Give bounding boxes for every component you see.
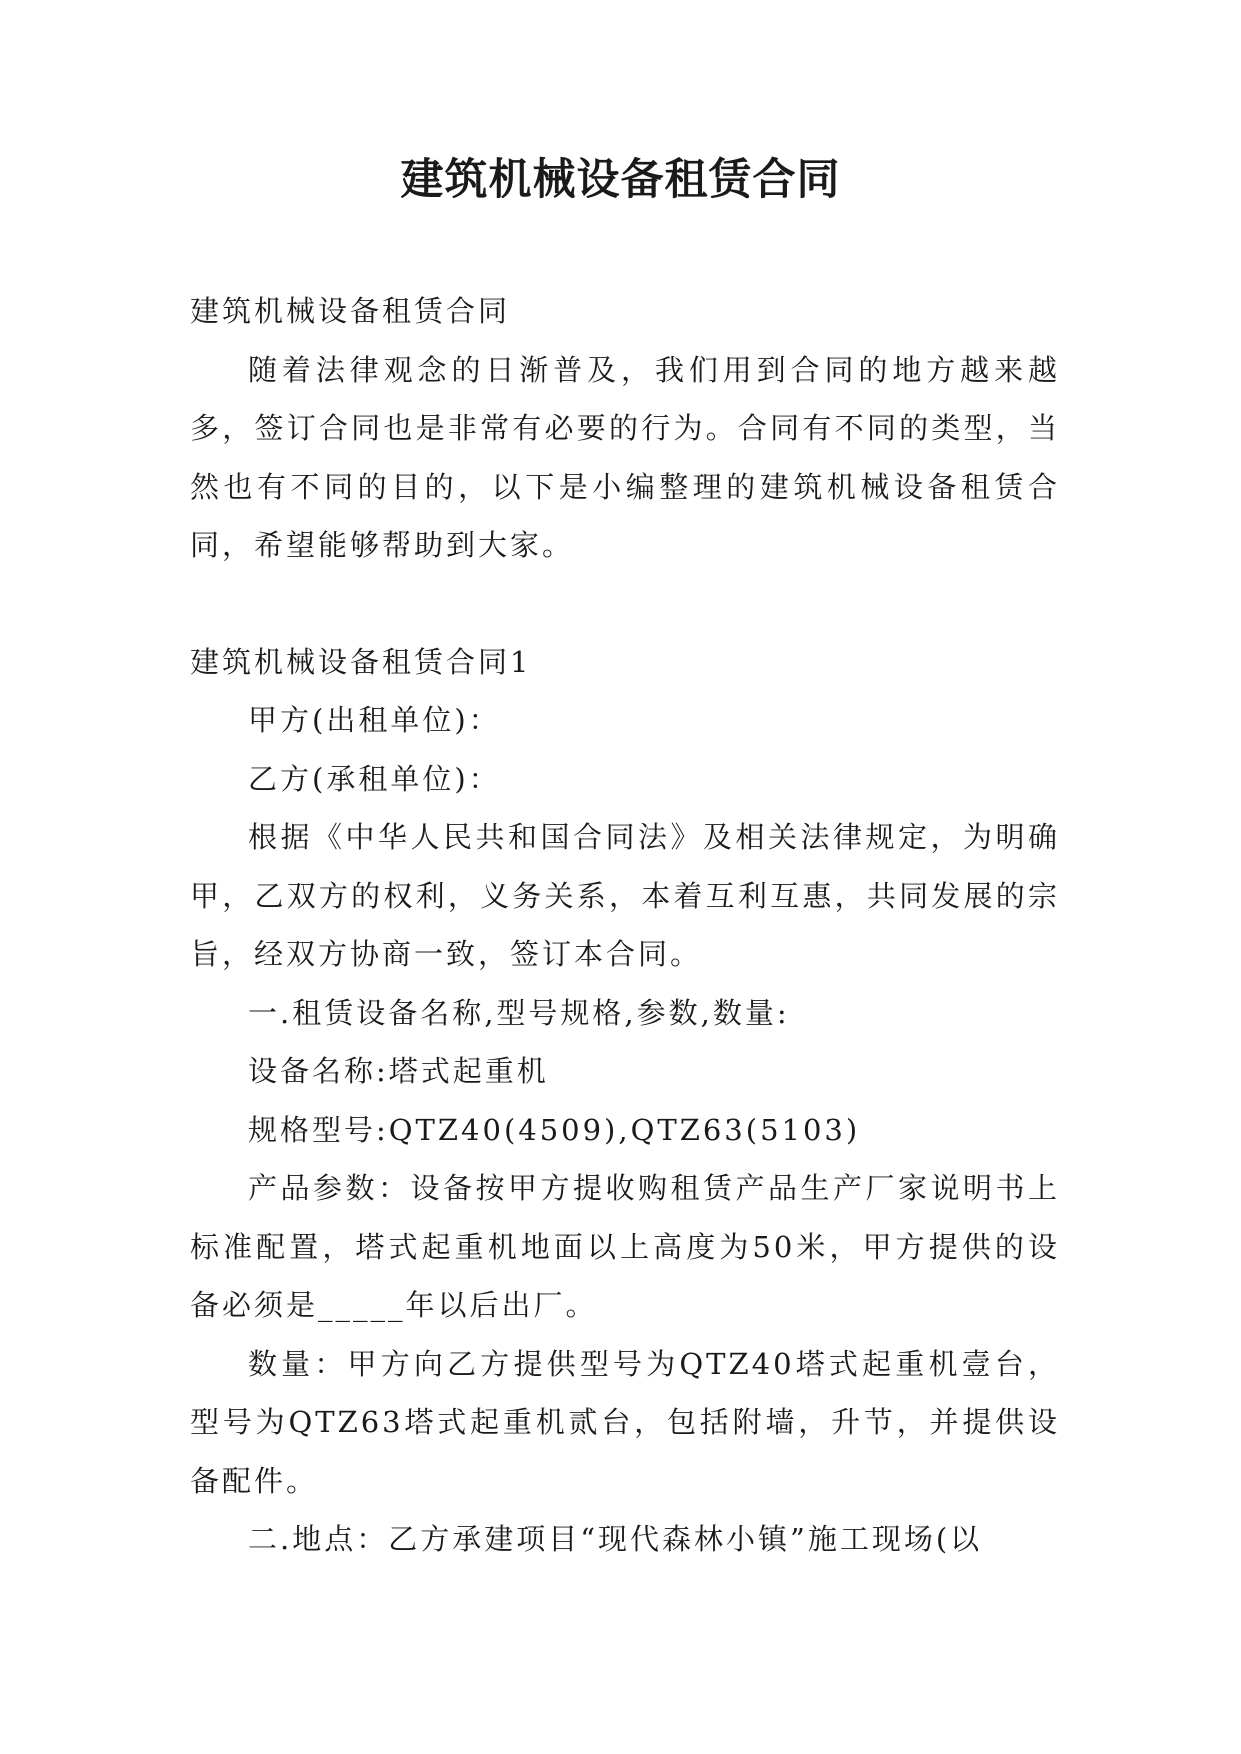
spec-model-line: 规格型号:QTZ40(4509),QTZ63(5103) bbox=[248, 1112, 861, 1147]
intro-paragraph: 随着法律观念的日渐普及，我们用到合同的地方越来越多，签订合同也是非常有必要的行为。合同有不同的类型，当然也有不同的目的，以下是小编整理的建筑机械设备租赁合同，希望能够帮助到大家。 bbox=[190, 352, 1060, 562]
basis-paragraph: 根据《中华人民共和国合同法》及相关法律规定，为明确甲，乙双方的权利，义务关系，本着互利互惠，共同发展的宗旨，经双方协商一致，签订本合同。 bbox=[190, 820, 1060, 971]
document-body bbox=[190, 282, 1060, 1569]
paragraph-spacer bbox=[190, 575, 1060, 633]
document-title: 建筑机械设备租赁合同 bbox=[400, 155, 841, 205]
quantity-paragraph: 数量：甲方向乙方提供型号为QTZ40塔式起重机壹台，型号为QTZ63塔式起重机贰台，包括附墙，升节，并提供设备配件。 bbox=[190, 1346, 1060, 1498]
equipment-name-line: 设备名称:塔式起重机 bbox=[248, 1054, 549, 1088]
product-params-paragraph: 产品参数：设备按甲方提收购租赁产品生产厂家说明书上标准配置，塔式起重机地面以上高度为50米，甲方提供的设备必须是_____年以后出厂。 bbox=[190, 1171, 1060, 1322]
clause-one-heading: 一.租赁设备名称,型号规格,参数,数量: bbox=[248, 995, 790, 1030]
section-heading: 建筑机械设备租赁合同1 bbox=[190, 644, 532, 679]
party-b-line: 乙方(承租单位)： bbox=[248, 761, 501, 796]
document-subtitle: 建筑机械设备租赁合同 bbox=[190, 294, 511, 328]
clause-two-paragraph: 二.地点：乙方承建项目“现代森林小镇”施工现场(以 bbox=[248, 1522, 983, 1556]
party-a-line: 甲方(出租单位)： bbox=[248, 703, 501, 737]
